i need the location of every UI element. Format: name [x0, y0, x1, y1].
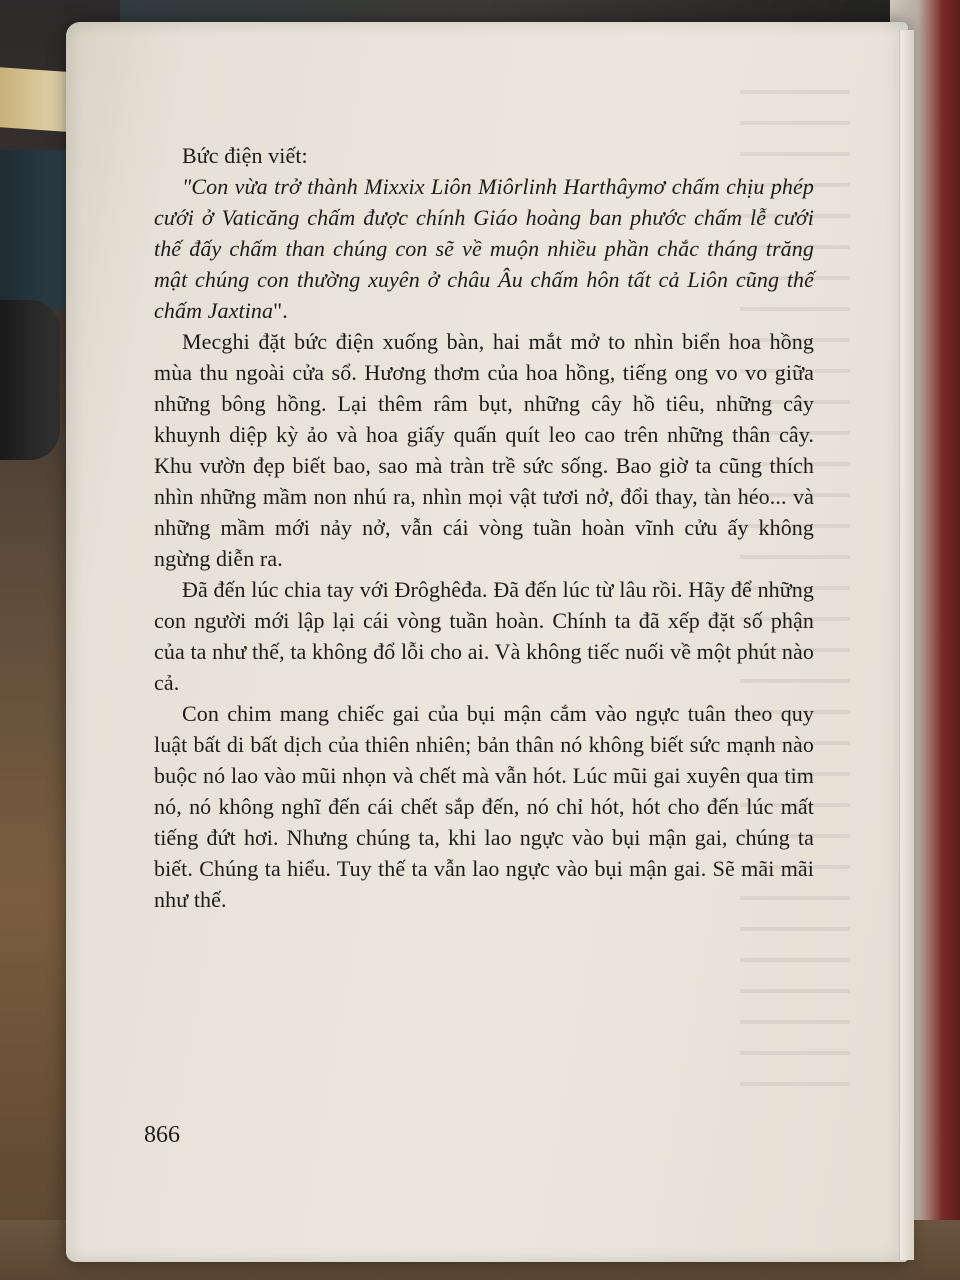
paragraph-1: Mecghi đặt bức điện xuống bàn, hai mắt mở to nhìn biển hoa hồng mùa thu ngoài cửa sổ. Hương thơm của hoa hồng, tiếng ong vo vo giữa những bông hồng. Lại thêm râm bụt, những cây hồ tiêu, những cây khuynh diệp kỳ ảo và hoa giấy quấn quít leo cao trên những thân cây. Khu vườn đẹp biết bao, sao mà tràn trề sức sống. Bao giờ ta cũng thích nhìn những mầm non nhú ra, nhìn mọi vật tươi nở, đổi thay, tàn héo... và những mầm mới nảy nở, vẫn cái vòng tuần hoàn vĩnh cửu ấy không ngừng diễn ra.	[154, 329, 814, 571]
page-text	[154, 140, 814, 915]
background-book-2	[0, 150, 70, 310]
paragraph-3: Con chim mang chiếc gai của bụi mận cắm vào ngực tuân theo quy luật bất di bất dịch của thiên nhiên; bản thân nó không biết sức mạnh nào buộc nó lao vào mũi nhọn và chết mà vẫn hót. Lúc mũi gai xuyên qua tim nó, nó không nghĩ đến cái chết sắp đến, nó chỉ hót, hót cho đến lúc mất tiếng đứt hơi. Nhưng chúng ta, khi lao ngực vào bụi mận gai, chúng ta biết. Chúng ta hiểu. Tuy thế ta vẫn lao ngực vào bụi mận gai. Sẽ mãi mãi như thế.	[154, 701, 814, 912]
background-book-3	[0, 300, 60, 460]
page-number: 866	[144, 1122, 180, 1148]
page-edge	[899, 30, 914, 1260]
telegram-intro: Bức điện viết:	[182, 143, 308, 168]
paragraph-2: Đã đến lúc chia tay với Đrôghêđa. Đã đến lúc từ lâu rồi. Hãy để những con người mới lập lại cái vòng tuần hoàn. Chính ta đã xếp đặt số phận của ta như thế, ta không đổ lỗi cho ai. Và không tiếc nuối về một phút nào cả.	[154, 577, 814, 695]
telegram-text	[154, 171, 814, 326]
telegram-body: "Con vừa trở thành Mixxix Liôn Miôrlinh Harthâymơ chấm chịu phép cưới ở Vaticăng chấm được chính Giáo hoàng ban phước chấm lễ cưới thế đấy chấm than chúng con sẽ về muộn nhiều phần chắc tháng trăng mật chúng con thường xuyên ở châu Âu chấm hôn tất cả Liôn cũng thế chấm Jaxtina	[154, 174, 814, 323]
telegram-close: ".	[273, 298, 288, 323]
